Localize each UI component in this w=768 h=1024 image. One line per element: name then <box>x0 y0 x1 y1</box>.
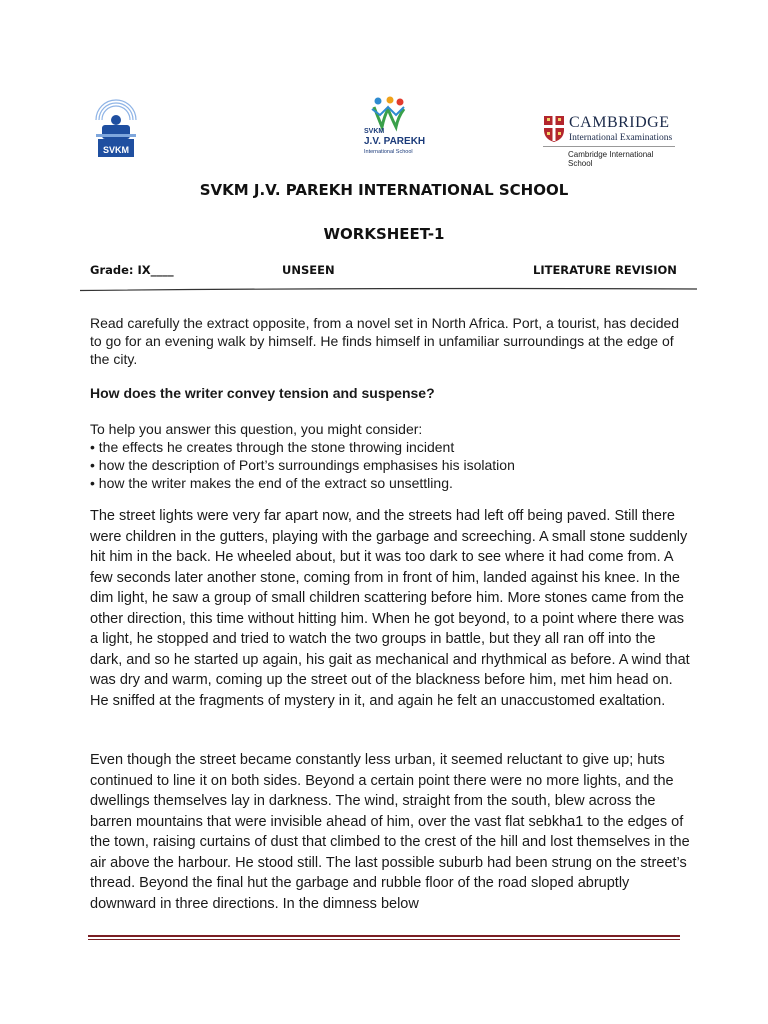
cambridge-divider <box>543 146 675 147</box>
section-type: UNSEEN <box>282 263 335 277</box>
jvp-logo-name: J.V. PAREKH <box>364 136 426 147</box>
cambridge-crest-icon <box>543 115 565 143</box>
subject-label: LITERATURE REVISION <box>533 263 677 277</box>
cambridge-wordmark: CAMBRIDGE <box>569 114 670 131</box>
school-name: SVKM J.V. PAREKH INTERNATIONAL SCHOOL <box>199 181 569 199</box>
cambridge-subtitle: International Examinations <box>569 133 673 143</box>
list-item: • how the description of Port’s surroundings emphasises his isolation <box>90 457 515 473</box>
extract-paragraph-2: Even though the street became constantly less urban, it seemed reluctant to give up; huts continued to line it on both sides. Beyond a certain point there were no more lights, and the dwellings themselves lay in darkness. The wind, straight from the south, blew across the barren mountains that were invisible ahead of him, over the vast flat sebkha1 to the edges of the town, raising curtains of dust that climbed to the crest of the hill and lost themselves in the air above the harbour. He stood still. The last possible suburb had been strung on the street’s thread. Beyond the final hut the garbage and rubble floor of the road sloped abruptly downward in three directions. In the dimness below <box>90 752 690 912</box>
svkm-logo-text: SVKM <box>102 145 130 155</box>
footer-divider <box>88 935 680 941</box>
grade-label: Grade: IX____ <box>90 263 174 277</box>
cambridge-school-label: Cambridge International School <box>568 150 654 168</box>
header-divider <box>80 287 697 293</box>
list-item: • the effects he creates through the stone throwing incident <box>90 439 455 455</box>
extract-paragraph-1: The street lights were very far apart now, and the streets had left off being paved. Still there were children in the gutters, playing with the garbage and screeching. A small stone suddenly hit him in the back. He wheeled about, but it was too dark to see where it had come from. A few seconds later another stone, coming from in front of him, landed against his knee. In the dim light, he saw a group of small children scattering before him. More stones came from the other direction, this time without hitting him. When he got beyond, to a point where there was a light, he stopped and tried to watch the two groups in battle, but they all ran off into the dark, and so he started up again, his gait as mechanical and rhythmical as before. A wind that was dry and warm, coming up the street out of the blackness before him, met him head on. He sniffed at the fragments of mystery in it, and again he felt an unaccustomed exaltation. <box>90 508 690 709</box>
jv-parekh-logo <box>360 95 430 161</box>
svkm-logo <box>92 98 140 160</box>
jvp-logo-small: SVKM <box>364 128 385 135</box>
cambridge-logo <box>543 112 678 168</box>
jvp-logo-sub: International School <box>364 149 413 155</box>
consider-lead: To help you answer this question, you might consider: <box>90 421 423 437</box>
question-heading: How does the writer convey tension and suspense? <box>90 385 435 401</box>
consider-list <box>90 438 685 492</box>
intro-paragraph: Read carefully the extract opposite, from a novel set in North Africa. Port, a tourist, has decided to go for an evening walk by himself. He finds himself in unfamiliar surroundings at the edge of the city. <box>90 315 680 367</box>
worksheet-title: WORKSHEET-1 <box>323 225 445 243</box>
list-item: • how the writer makes the end of the extract so unsettling. <box>90 475 453 491</box>
